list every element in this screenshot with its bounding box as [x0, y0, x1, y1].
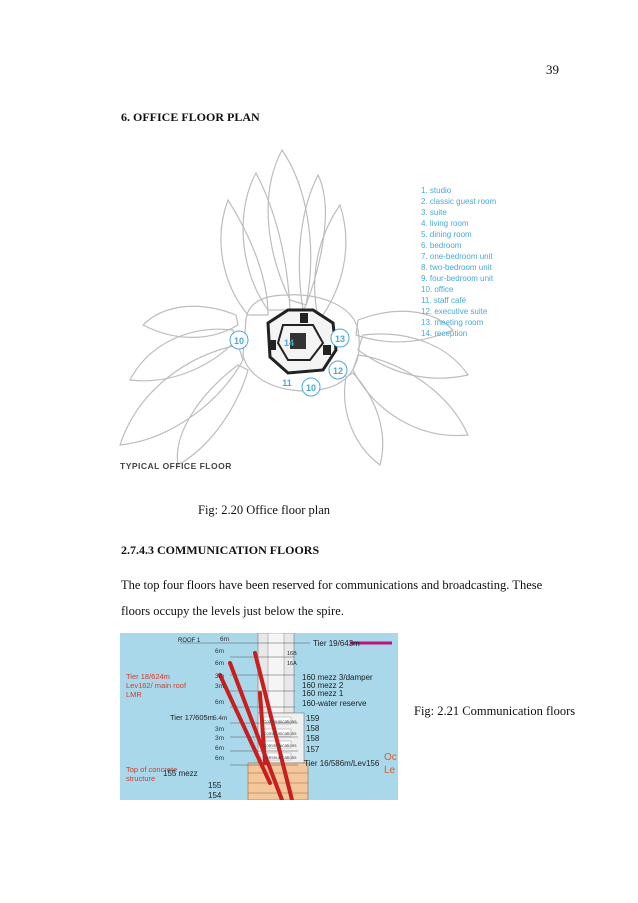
tier-label: Lev162/ main roof: [126, 681, 187, 690]
body-paragraph: The top four floors have been reserved for communications and broadcasting. These floors occupy the levels just below the spire.: [121, 578, 543, 618]
tier-label: Tier 18/624m: [126, 672, 170, 681]
floor-plan-core: [268, 310, 336, 373]
communications-label: Communications: [263, 719, 297, 724]
floor-plan-petals: [120, 150, 468, 465]
legend-item: 2. classic guest room: [421, 197, 497, 206]
communication-floors-figure: [120, 633, 398, 800]
tier-label: Top of concrete: [126, 765, 178, 774]
page-number: 39: [546, 62, 559, 77]
tier-label: LMR: [126, 690, 142, 699]
height-label: 3m: [215, 673, 225, 680]
cutoff-label: Le: [384, 765, 396, 776]
communications-label: Communications: [263, 755, 297, 760]
office-floor-plan-figure: [118, 145, 510, 480]
height-label: 6m: [215, 755, 225, 762]
legend-item: 12. executive suite: [421, 307, 488, 316]
communications-label: Communications: [263, 743, 297, 748]
legend-item: 14. reception: [421, 329, 468, 338]
level-label: 159: [306, 714, 320, 723]
height-label: 3m: [215, 735, 225, 742]
room-number: 13: [334, 334, 346, 344]
plan-label: TYPICAL OFFICE FLOOR: [120, 461, 232, 471]
legend-item: 8. two-bedroom unit: [421, 263, 492, 272]
legend-item: 9. four-bedroom unit: [421, 274, 494, 283]
figure-caption: Fig: 2.20 Office floor plan: [198, 503, 331, 517]
communications-label: Communications: [263, 731, 297, 736]
legend-item: 1. studio: [421, 186, 452, 195]
room-number: 12: [332, 366, 344, 376]
room-number: 11: [282, 378, 292, 388]
cutoff-label: Oc: [384, 752, 397, 763]
legend-item: 6. bedroom: [421, 241, 462, 250]
level-label: 155: [208, 781, 222, 790]
level-label: 160-water reserve: [302, 699, 367, 708]
level-label: 160 mezz 3/damper: [302, 673, 373, 682]
figure-caption: Fig: 2.21 Communication floors: [414, 704, 576, 718]
level-label: 160 mezz 1: [302, 689, 344, 698]
room-number: 10: [233, 336, 245, 346]
level-label: Tier 16/586m/Lev156: [304, 759, 380, 768]
height-label: 6m: [215, 745, 225, 752]
level-label: 158: [306, 734, 320, 743]
level-label: 158: [306, 724, 320, 733]
level-label: 154: [208, 791, 222, 800]
height-label: 6m: [220, 636, 230, 643]
height-label: 6m: [215, 660, 225, 667]
level-label: 155 mezz: [163, 769, 198, 778]
level-label: 160 mezz 2: [302, 681, 344, 690]
level-label: 16A: [287, 661, 297, 667]
tier-label: structure: [126, 774, 156, 783]
level-label: ROOF 1: [178, 638, 201, 644]
subsection-title: 2.7.4.3 COMMUNICATION FLOORS: [121, 543, 320, 557]
legend-item: 13. meeting room: [421, 318, 484, 327]
section-title: 6. OFFICE FLOOR PLAN: [121, 110, 260, 124]
legend-item: 3. suite: [421, 208, 447, 217]
height-label: 3m: [215, 683, 225, 690]
level-label: 16B: [287, 651, 297, 657]
legend-item: 5. dining room: [421, 230, 472, 239]
floor-plan-legend: [421, 186, 496, 338]
level-label: 157: [306, 745, 320, 754]
height-label: 5.4m: [213, 715, 228, 722]
legend-item: 11. staff café: [421, 296, 467, 305]
room-number: 10: [305, 383, 317, 393]
height-label: 3m: [215, 726, 225, 733]
height-label: 6m: [215, 648, 225, 655]
level-label: Tier 19/643m: [313, 639, 360, 648]
legend-item: 10. office: [421, 285, 454, 294]
height-label: 6m: [215, 699, 225, 706]
level-label: Tier 17/605m: [170, 713, 214, 722]
legend-item: 4. living room: [421, 219, 469, 228]
legend-item: 7. one-bedroom unit: [421, 252, 493, 261]
room-number: 14: [283, 338, 295, 348]
